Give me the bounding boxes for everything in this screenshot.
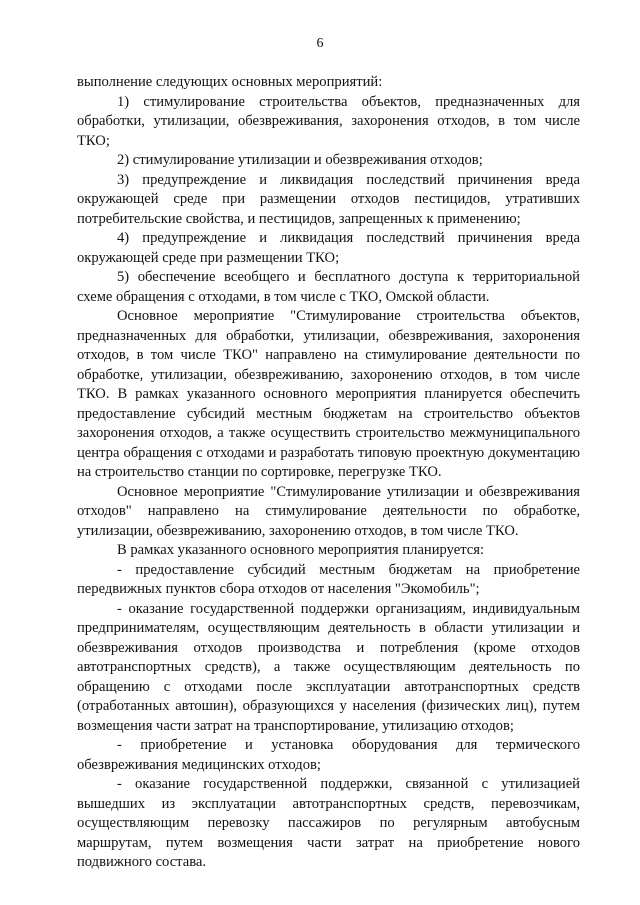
page-number: 6 bbox=[316, 36, 324, 51]
list-item: 4) предупреждение и ликвидация последствий причинения вреда окружающей среде при размещении ТКО; bbox=[77, 230, 580, 266]
list-item: 5) обеспечение всеобщего и бесплатного доступа к территориальной схеме обращения с отходами, в том числе с ТКО, Омской области. bbox=[77, 269, 580, 305]
list-item: 1) стимулирование строительства объектов, предназначенных для обработки, утилизации, обезвреживания, захоронения отходов, в том числе ТКО; bbox=[77, 93, 580, 149]
list-item: 3) предупреждение и ликвидация последствий причинения вреда окружающей среде при размещении отходов пестицидов, утративших потребительские свойства, и пестицидов, запрещенных к применению; bbox=[77, 171, 580, 227]
list-item: - приобретение и установка оборудования для термического обезвреживания медицинских отходов; bbox=[77, 737, 580, 773]
paragraph: Основное мероприятие "Стимулирование утилизации и обезвреживания отходов" направлено на стимулирование деятельности по обработке, утилизации, обезвреживанию, захоронению отходов, в том числе ТКО. bbox=[77, 483, 580, 539]
list-item: - оказание государственной поддержки организациям, индивидуальным предпринимателям, осуществляющим деятельность в области утилизации и обезвреживания отходов производства и потребления (кроме отходов автотранспортных средств), а также осуществляющим деятельность по обращению с отходами после эксплуатации автотранспортных средств (отработанных автошин), образующихся у населения (физических лиц), путем возмещения части затрат на транспортирование, утилизацию отходов; bbox=[77, 600, 580, 734]
list-item: - оказание государственной поддержки, связанной с утилизацией вышедших из эксплуатации автотранспортных средств, перевозчикам, осуществляющим перевозку пассажиров по регулярным автобусным маршрутам, путем возмещения части затрат на приобретение нового подвижного состава. bbox=[77, 776, 580, 870]
list-item: 2) стимулирование утилизации и обезвреживания отходов; bbox=[117, 152, 483, 168]
list-item: - предоставление субсидий местным бюджетам на приобретение передвижных пунктов сбора отходов от населения "Экомобиль"; bbox=[77, 561, 580, 597]
paragraph: Основное мероприятие "Стимулирование строительства объектов, предназначенных для обработки, утилизации, обезвреживания, захоронения отходов, в том числе ТКО" направлено на стимулирование деятельности по обработке, утилизации, обезвреживанию, захоронению отходов, в том числе ТКО. В рамках указанного основного мероприятия планируется обеспечить предоставление субсидий местным бюджетам на строительство объектов захоронения отходов, а также осуществить строительство межмуниципального центра обращения с отходами и разработать типовую проектную документацию на строительство станции по сортировке, перегрузке ТКО. bbox=[77, 308, 580, 480]
document-body bbox=[77, 73, 580, 873]
paragraph: выполнение следующих основных мероприятий: bbox=[77, 74, 383, 90]
paragraph: В рамках указанного основного мероприятия планируется: bbox=[117, 542, 485, 558]
